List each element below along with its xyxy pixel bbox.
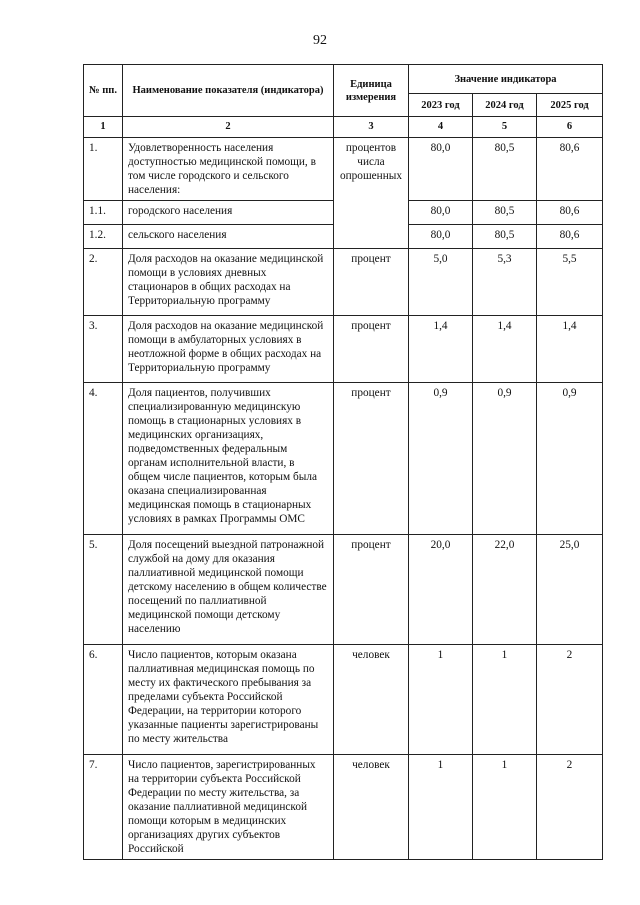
- value-2023: 1: [409, 755, 473, 860]
- value-2025: 25,0: [537, 535, 603, 645]
- table-row: [84, 138, 603, 201]
- column-number: 4: [409, 117, 473, 138]
- value-2025: 5,5: [537, 249, 603, 316]
- value-2024: 22,0: [473, 535, 537, 645]
- header-value: Значение индикатора: [409, 65, 603, 94]
- column-number: 5: [473, 117, 537, 138]
- row-name: Доля расходов на оказание медицинской помощи в амбулаторных условиях в неотложной форме в общих расходах на Территориальную программу: [123, 316, 334, 383]
- row-unit: процент: [334, 535, 409, 645]
- value-2024: 1: [473, 755, 537, 860]
- value-2024: 5,3: [473, 249, 537, 316]
- value-2025: 0,9: [537, 383, 603, 535]
- page-number: 92: [313, 33, 327, 48]
- row-num: 6.: [84, 645, 123, 755]
- column-number: 2: [123, 117, 334, 138]
- row-name: Удовлетворенность населения доступностью медицинской помощи, в том числе городского и сельского населения:: [123, 138, 334, 201]
- row-num: 1.1.: [84, 201, 123, 225]
- row-unit: процент: [334, 249, 409, 316]
- header-name: Наименование показателя (индикатора): [123, 65, 334, 117]
- row-unit: человек: [334, 755, 409, 860]
- header-year-2025: 2025 год: [537, 94, 603, 117]
- value-2023: 5,0: [409, 249, 473, 316]
- header-year-2023: 2023 год: [409, 94, 473, 117]
- row-name: Число пациентов, зарегистрированных на территории субъекта Российской Федерации по месту жительства, за оказание паллиативной медицинской помощи которым в медицинских организациях других субъектов Российской: [123, 755, 334, 860]
- column-number: 3: [334, 117, 409, 138]
- row-name: Доля посещений выездной патронажной службой на дому для оказания паллиативной медицинской помощи детскому населению в общем количестве посещений по паллиативной медицинской помощи детскому населению: [123, 535, 334, 645]
- table-row: [84, 249, 603, 316]
- header-num: № пп.: [84, 65, 123, 117]
- value-2024: 80,5: [473, 201, 537, 225]
- table-row: [84, 383, 603, 535]
- row-num: 7.: [84, 755, 123, 860]
- column-number-row: [84, 117, 603, 138]
- header-unit: Единица измерения: [334, 65, 409, 117]
- value-2023: 1: [409, 645, 473, 755]
- value-2025: 2: [537, 755, 603, 860]
- value-2023: 80,0: [409, 138, 473, 201]
- table-row: [84, 755, 603, 860]
- indicators-table: [83, 64, 603, 860]
- value-2023: 80,0: [409, 201, 473, 225]
- value-2024: 1,4: [473, 316, 537, 383]
- value-2024: 0,9: [473, 383, 537, 535]
- value-2023: 20,0: [409, 535, 473, 645]
- table-row: [84, 535, 603, 645]
- row-unit: процент: [334, 316, 409, 383]
- value-2023: 1,4: [409, 316, 473, 383]
- value-2025: 80,6: [537, 138, 603, 201]
- column-number: 1: [84, 117, 123, 138]
- row-num: 3.: [84, 316, 123, 383]
- header-year-2024: 2024 год: [473, 94, 537, 117]
- row-unit: человек: [334, 645, 409, 755]
- row-num: 4.: [84, 383, 123, 535]
- value-2023: 0,9: [409, 383, 473, 535]
- column-number: 6: [537, 117, 603, 138]
- value-2024: 80,5: [473, 225, 537, 249]
- row-num: 5.: [84, 535, 123, 645]
- table-row: [84, 645, 603, 755]
- value-2024: 1: [473, 645, 537, 755]
- table-row: [84, 316, 603, 383]
- row-name: Число пациентов, которым оказана паллиативная медицинская помощь по месту их фактического пребывания за пределами субъекта Российской Федерации, на территории которого указанные пациенты зарегистрированы по месту жительства: [123, 645, 334, 755]
- value-2025: 1,4: [537, 316, 603, 383]
- row-name: сельского населения: [123, 225, 334, 249]
- value-2025: 80,6: [537, 201, 603, 225]
- row-name: городского населения: [123, 201, 334, 225]
- row-unit: процент: [334, 383, 409, 535]
- row-num: 1.2.: [84, 225, 123, 249]
- row-num: 1.: [84, 138, 123, 201]
- value-2025: 80,6: [537, 225, 603, 249]
- row-num: 2.: [84, 249, 123, 316]
- row-unit: процентов числа опрошенных: [334, 138, 409, 249]
- row-name: Доля расходов на оказание медицинской помощи в условиях дневных стационаров в общих расходах на Территориальную программу: [123, 249, 334, 316]
- value-2025: 2: [537, 645, 603, 755]
- value-2023: 80,0: [409, 225, 473, 249]
- row-name: Доля пациентов, получивших специализированную медицинскую помощь в стационарных условиях в медицинских организациях, подведомственных федеральным органам исполнительной власти, в общем числе пациентов, которым была оказана специализированная медицинская помощь в стационарных условиях в рамках Программы ОМС: [123, 383, 334, 535]
- value-2024: 80,5: [473, 138, 537, 201]
